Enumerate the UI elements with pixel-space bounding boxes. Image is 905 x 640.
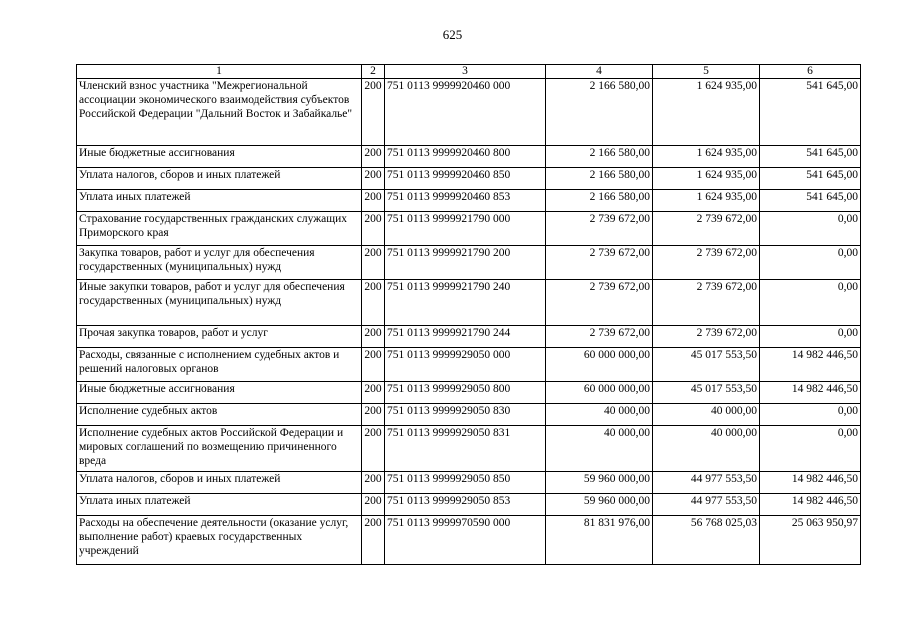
row-col4-cell: 40 000,00 [546,426,653,472]
row-name-cell: Уплата налогов, сборов и иных платежей [77,168,362,190]
row-col5-cell: 2 739 672,00 [653,246,760,280]
row-admin-cell: 200 [362,168,385,190]
column-header: 4 [546,65,653,79]
row-col4-cell: 60 000 000,00 [546,382,653,404]
row-admin-cell: 200 [362,472,385,494]
column-header: 3 [385,65,546,79]
row-col4-cell: 2 166 580,00 [546,168,653,190]
row-code-cell: 751 0113 9999929050 831 [385,426,546,472]
row-name-cell: Прочая закупка товаров, работ и услуг [77,326,362,348]
row-col6-cell: 14 982 446,50 [760,472,861,494]
row-col4-cell: 2 166 580,00 [546,79,653,146]
row-admin-cell: 200 [362,326,385,348]
column-number-row [77,65,861,79]
row-admin-cell: 200 [362,212,385,246]
table-row [77,516,861,565]
row-code-cell: 751 0113 9999929050 000 [385,348,546,382]
page-number: 625 [442,27,463,42]
row-admin-cell: 200 [362,516,385,565]
row-code-cell: 751 0113 9999921790 000 [385,212,546,246]
table-row [77,280,861,326]
table-row [77,348,861,382]
row-col5-cell: 40 000,00 [653,426,760,472]
row-col6-cell: 0,00 [760,280,861,326]
table-row [77,472,861,494]
row-name-cell: Уплата налогов, сборов и иных платежей [77,472,362,494]
table-row [77,426,861,472]
row-col4-cell: 2 739 672,00 [546,212,653,246]
row-col5-cell: 45 017 553,50 [653,382,760,404]
row-admin-cell: 200 [362,280,385,326]
row-name-cell: Иные бюджетные ассигнования [77,146,362,168]
row-admin-cell: 200 [362,190,385,212]
column-header: 5 [653,65,760,79]
column-header: 6 [760,65,861,79]
row-code-cell: 751 0113 9999921790 240 [385,280,546,326]
table-row [77,404,861,426]
row-admin-cell: 200 [362,426,385,472]
row-code-cell: 751 0113 9999921790 244 [385,326,546,348]
row-col4-cell: 2 166 580,00 [546,190,653,212]
row-name-cell: Уплата иных платежей [77,190,362,212]
row-admin-cell: 200 [362,382,385,404]
row-col5-cell: 1 624 935,00 [653,168,760,190]
row-code-cell: 751 0113 9999920460 850 [385,168,546,190]
row-col6-cell: 14 982 446,50 [760,494,861,516]
row-name-cell: Расходы на обеспечение деятельности (оказание услуг, выполнение работ) краевых государственных учреждений [77,516,362,565]
row-col6-cell: 541 645,00 [760,190,861,212]
column-header: 2 [362,65,385,79]
table-row [77,79,861,146]
row-code-cell: 751 0113 9999929050 853 [385,494,546,516]
table-row [77,494,861,516]
row-col6-cell: 541 645,00 [760,79,861,146]
row-code-cell: 751 0113 9999929050 850 [385,472,546,494]
row-name-cell: Иные закупки товаров, работ и услуг для обеспечения государственных (муниципальных) нужд [77,280,362,326]
row-col6-cell: 541 645,00 [760,146,861,168]
row-admin-cell: 200 [362,494,385,516]
row-name-cell: Уплата иных платежей [77,494,362,516]
row-col6-cell: 14 982 446,50 [760,348,861,382]
row-name-cell: Иные бюджетные ассигнования [77,382,362,404]
row-col5-cell: 44 977 553,50 [653,472,760,494]
table-row [77,212,861,246]
row-name-cell: Членский взнос участника "Межрегиональной ассоциации экономического взаимодействия субъектов Российской Федерации "Дальний Восток и Забайкалье" [77,79,362,146]
row-col6-cell: 0,00 [760,246,861,280]
row-col5-cell: 56 768 025,03 [653,516,760,565]
row-code-cell: 751 0113 9999929050 830 [385,404,546,426]
row-col6-cell: 14 982 446,50 [760,382,861,404]
table-row [77,190,861,212]
row-code-cell: 751 0113 9999921790 200 [385,246,546,280]
row-col5-cell: 40 000,00 [653,404,760,426]
table-row [77,168,861,190]
row-admin-cell: 200 [362,146,385,168]
row-col5-cell: 2 739 672,00 [653,326,760,348]
row-name-cell: Закупка товаров, работ и услуг для обеспечения государственных (муниципальных) нужд [77,246,362,280]
row-col4-cell: 81 831 976,00 [546,516,653,565]
row-col4-cell: 59 960 000,00 [546,472,653,494]
row-col4-cell: 40 000,00 [546,404,653,426]
row-name-cell: Исполнение судебных актов [77,404,362,426]
row-code-cell: 751 0113 9999970590 000 [385,516,546,565]
row-admin-cell: 200 [362,79,385,146]
table-row [77,246,861,280]
row-code-cell: 751 0113 9999920460 000 [385,79,546,146]
row-admin-cell: 200 [362,348,385,382]
row-col5-cell: 45 017 553,50 [653,348,760,382]
row-col4-cell: 2 739 672,00 [546,280,653,326]
row-col4-cell: 60 000 000,00 [546,348,653,382]
row-name-cell: Исполнение судебных актов Российской Федерации и мировых соглашений по возмещению причиненного вреда [77,426,362,472]
row-col5-cell: 1 624 935,00 [653,79,760,146]
row-col4-cell: 2 166 580,00 [546,146,653,168]
row-code-cell: 751 0113 9999920460 853 [385,190,546,212]
row-col5-cell: 2 739 672,00 [653,212,760,246]
row-col5-cell: 1 624 935,00 [653,146,760,168]
budget-table [76,64,861,565]
row-col6-cell: 25 063 950,97 [760,516,861,565]
row-name-cell: Страхование государственных гражданских служащих Приморского края [77,212,362,246]
row-col6-cell: 0,00 [760,426,861,472]
row-col5-cell: 44 977 553,50 [653,494,760,516]
table-row [77,382,861,404]
row-col5-cell: 1 624 935,00 [653,190,760,212]
row-col4-cell: 2 739 672,00 [546,326,653,348]
row-col6-cell: 0,00 [760,404,861,426]
row-admin-cell: 200 [362,404,385,426]
row-col6-cell: 0,00 [760,326,861,348]
row-admin-cell: 200 [362,246,385,280]
row-col5-cell: 2 739 672,00 [653,280,760,326]
row-code-cell: 751 0113 9999920460 800 [385,146,546,168]
column-header: 1 [77,65,362,79]
row-col4-cell: 2 739 672,00 [546,246,653,280]
row-name-cell: Расходы, связанные с исполнением судебных актов и решений налоговых органов [77,348,362,382]
row-col4-cell: 59 960 000,00 [546,494,653,516]
row-col6-cell: 0,00 [760,212,861,246]
table-row [77,326,861,348]
table-row [77,146,861,168]
row-col6-cell: 541 645,00 [760,168,861,190]
row-code-cell: 751 0113 9999929050 800 [385,382,546,404]
